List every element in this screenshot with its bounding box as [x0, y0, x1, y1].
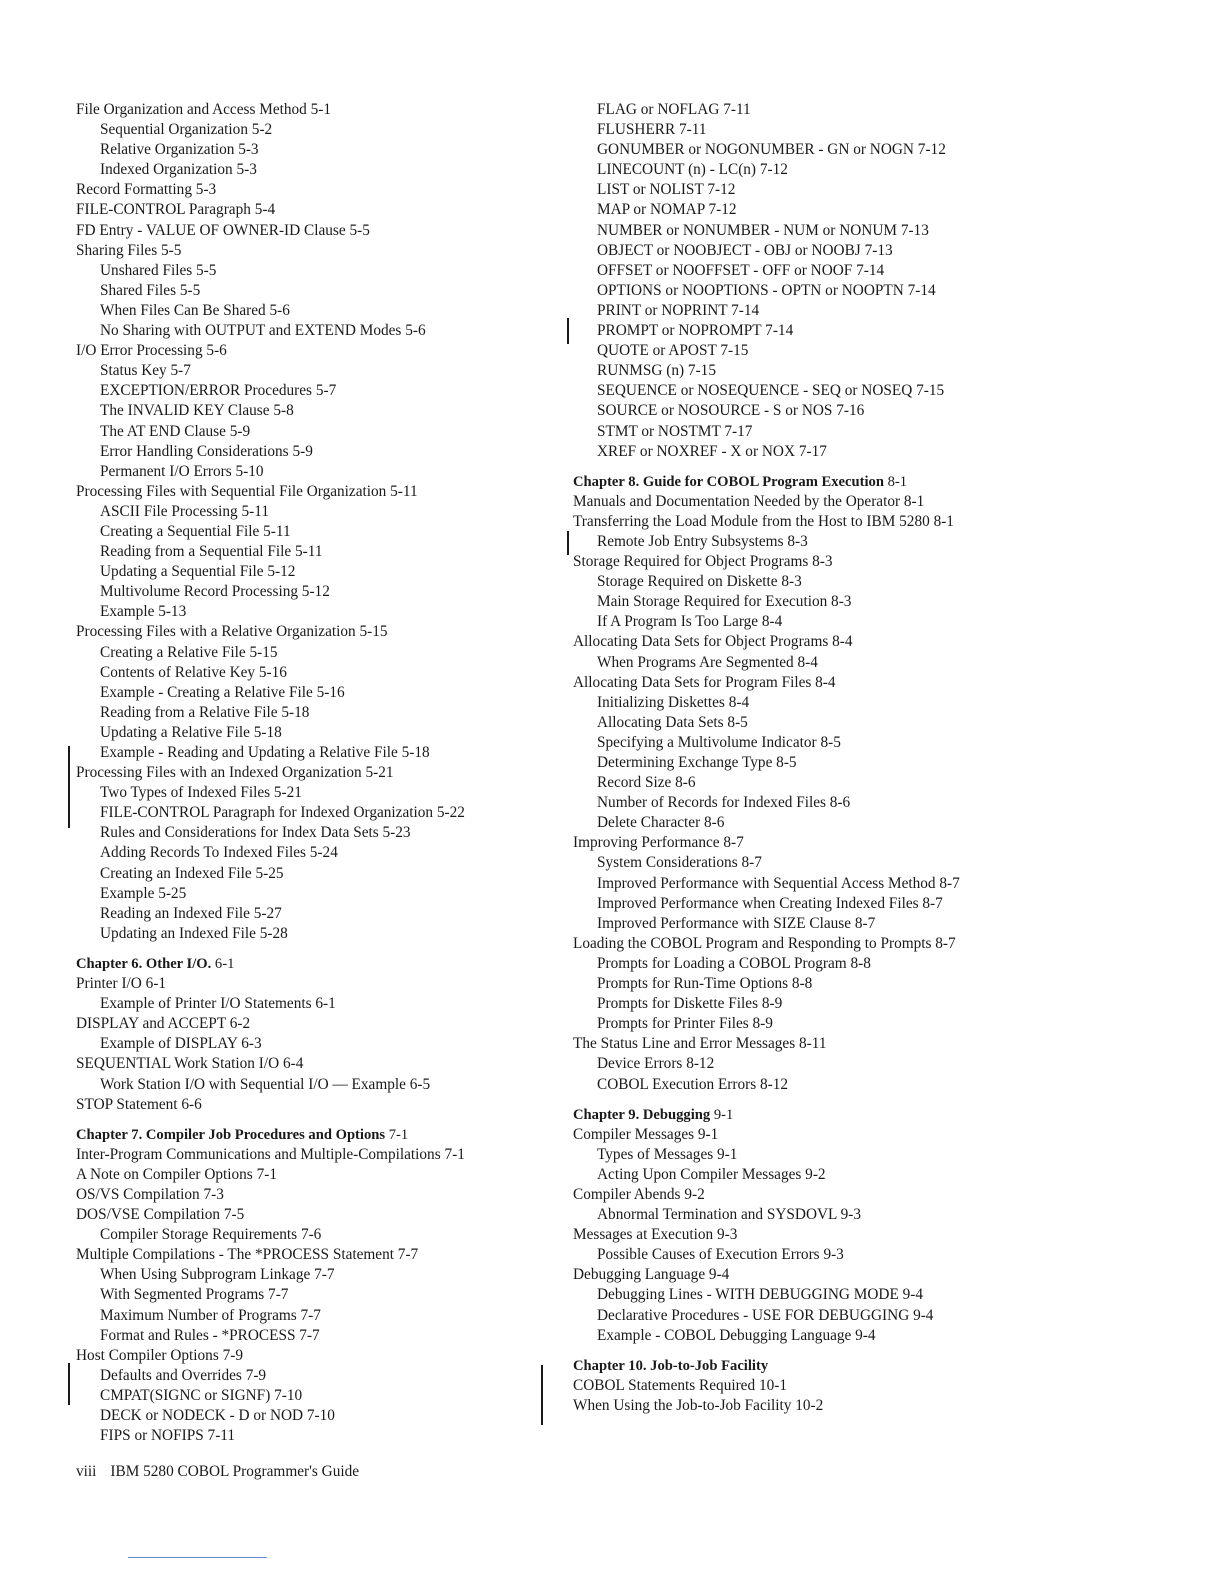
toc-subentry[interactable]: Updating a Sequential File 5-12 — [100, 563, 296, 581]
toc-subentry[interactable]: Improved Performance with Sequential Access Method 8-7 — [597, 874, 960, 892]
toc-entry[interactable]: Inter-Program Communications and Multiple-Compilations 7-1 — [76, 1145, 465, 1163]
toc-subentry[interactable]: Declarative Procedures - USE FOR DEBUGGING 9-4 — [597, 1306, 934, 1324]
toc-subentry[interactable]: Specifying a Multivolume Indicator 8-5 — [597, 733, 841, 751]
toc-subentry[interactable]: Adding Records To Indexed Files 5-24 — [100, 844, 338, 862]
toc-subentry[interactable]: LIST or NOLIST 7-12 — [597, 181, 736, 199]
chapter-heading — [573, 472, 1213, 492]
toc-entry[interactable]: Host Compiler Options 7-9 — [76, 1346, 243, 1364]
toc-entry[interactable]: Compiler Abends 9-2 — [573, 1185, 705, 1203]
toc-subentry[interactable]: ASCII File Processing 5-11 — [100, 502, 269, 520]
toc-subentry[interactable]: Error Handling Considerations 5-9 — [100, 442, 313, 460]
toc-subentry[interactable]: Example - Reading and Updating a Relative File 5-18 — [100, 744, 430, 761]
footer-title: IBM 5280 COBOL Programmer's Guide — [110, 1463, 360, 1480]
toc-entry[interactable]: Multiple Compilations - The *PROCESS Statement 7-7 — [76, 1246, 419, 1264]
toc-subentry[interactable]: Allocating Data Sets 8-5 — [597, 713, 748, 731]
toc-subentry[interactable]: XREF or NOXREF - X or NOX 7-17 — [597, 442, 827, 460]
toc-subentry[interactable]: Updating an Indexed File 5-28 — [100, 924, 288, 942]
toc-subentry[interactable]: Example of Printer I/O Statements 6-1 — [100, 995, 336, 1013]
toc-subentry[interactable]: Defaults and Overrides 7-9 — [100, 1366, 267, 1384]
toc-entry[interactable]: Improving Performance 8-7 — [573, 834, 744, 852]
toc-subentry[interactable]: Prompts for Loading a COBOL Program 8-8 — [597, 954, 871, 972]
toc-subentry[interactable]: FIPS or NOFIPS 7-11 — [100, 1427, 236, 1445]
toc-entry[interactable]: Allocating Data Sets for Program Files 8-4 — [573, 673, 836, 691]
toc-entry[interactable]: Messages at Execution 9-3 — [573, 1226, 738, 1244]
toc-subentry[interactable]: Multivolume Record Processing 5-12 — [100, 583, 330, 601]
toc-subentry[interactable]: QUOTE or APOST 7-15 — [597, 342, 749, 360]
revision-bar — [541, 1365, 543, 1425]
toc-entry[interactable]: Sharing Files 5-5 — [76, 241, 182, 259]
toc-subentry[interactable]: OBJECT or NOOBJECT - OBJ or NOOBJ 7-13 — [597, 241, 893, 259]
toc-subentry[interactable]: Initializing Diskettes 8-4 — [597, 693, 750, 711]
toc-entry[interactable]: Processing Files with an Indexed Organization 5-21 — [76, 764, 394, 782]
section-gap — [76, 1115, 576, 1125]
chapter-heading — [76, 954, 576, 974]
toc-entry[interactable]: Storage Required for Object Programs 8-3 — [573, 553, 833, 571]
toc-subentry[interactable]: Creating a Sequential File 5-11 — [100, 522, 291, 540]
toc-subentry[interactable]: Work Station I/O with Sequential I/O — Example 6-5 — [100, 1075, 431, 1093]
toc-subentry[interactable]: Reading from a Sequential File 5-11 — [100, 543, 323, 561]
toc-subentry[interactable]: Creating an Indexed File 5-25 — [100, 864, 284, 882]
revision-bar — [567, 318, 569, 344]
chapter-page: 8-1 — [887, 473, 908, 490]
toc-entry[interactable]: File Organization and Access Method 5-1 — [76, 101, 332, 118]
chapter-heading — [76, 1125, 576, 1145]
toc-subentry[interactable]: Example 5-25 — [100, 884, 187, 902]
toc-entry[interactable]: FILE-CONTROL Paragraph 5-4 — [76, 201, 276, 219]
toc-subentry[interactable]: STMT or NOSTMT 7-17 — [597, 422, 753, 440]
revision-bar — [68, 1363, 70, 1405]
toc-subentry[interactable]: With Segmented Programs 7-7 — [100, 1286, 289, 1304]
toc-subentry[interactable]: Creating a Relative File 5-15 — [100, 643, 278, 661]
section-gap — [573, 462, 1213, 472]
toc-subentry[interactable]: Main Storage Required for Execution 8-3 — [597, 593, 852, 611]
toc-subentry[interactable]: FLAG or NOFLAG 7-11 — [597, 101, 751, 118]
toc-entry[interactable]: DISPLAY and ACCEPT 6-2 — [76, 1015, 251, 1033]
chapter-page: 7-1 — [388, 1126, 409, 1143]
toc-subentry[interactable]: Debugging Lines - WITH DEBUGGING MODE 9-4 — [597, 1286, 923, 1304]
toc-subentry[interactable]: Permanent I/O Errors 5-10 — [100, 462, 264, 480]
toc-subentry[interactable]: Record Size 8-6 — [597, 774, 696, 792]
toc-entry[interactable]: When Using the Job-to-Job Facility 10-2 — [573, 1396, 824, 1414]
toc-entry[interactable]: Processing Files with Sequential File Organization 5-11 — [76, 482, 418, 500]
chapter-heading — [573, 1105, 1213, 1125]
toc-subentry[interactable]: COBOL Execution Errors 8-12 — [597, 1075, 789, 1093]
section-gap — [573, 1346, 1213, 1356]
toc-subentry[interactable]: Rules and Considerations for Index Data Sets 5-23 — [100, 824, 411, 842]
page-footer — [76, 1463, 359, 1481]
toc-subentry[interactable]: Contents of Relative Key 5-16 — [100, 663, 287, 681]
toc-entry[interactable]: I/O Error Processing 5-6 — [76, 342, 227, 360]
toc-subentry[interactable]: Updating a Relative File 5-18 — [100, 723, 282, 741]
toc-entry[interactable]: The Status Line and Error Messages 8-11 — [573, 1035, 827, 1053]
toc-subentry[interactable]: SEQUENCE or NOSEQUENCE - SEQ or NOSEQ 7-15 — [597, 382, 945, 400]
toc-subentry[interactable]: Example of DISPLAY 6-3 — [100, 1035, 262, 1053]
toc-subentry[interactable]: EXCEPTION/ERROR Procedures 5-7 — [100, 382, 337, 400]
footer-page-number: viii — [76, 1463, 97, 1480]
toc-subentry[interactable]: Unshared Files 5-5 — [100, 261, 217, 279]
toc-subentry[interactable]: PRINT or NOPRINT 7-14 — [597, 301, 760, 319]
chapter-heading — [573, 1356, 1213, 1376]
toc-entry[interactable]: Loading the COBOL Program and Responding to Prompts 8-7 — [573, 934, 956, 952]
toc-subentry[interactable]: LINECOUNT (n) - LC(n) 7-12 — [597, 161, 788, 179]
toc-subentry[interactable]: Types of Messages 9-1 — [597, 1145, 738, 1163]
toc-entry[interactable]: STOP Statement 6-6 — [76, 1095, 202, 1113]
revision-bar — [567, 531, 569, 555]
toc-subentry[interactable]: GONUMBER or NOGONUMBER - GN or NOGN 7-12 — [597, 141, 946, 159]
toc-entry[interactable]: Processing Files with a Relative Organization 5-15 — [76, 623, 388, 641]
chapter-page: 9-1 — [713, 1106, 734, 1123]
toc-subentry[interactable]: Reading from a Relative File 5-18 — [100, 703, 310, 721]
toc-subentry[interactable]: FLUSHERR 7-11 — [597, 121, 707, 139]
toc-subentry[interactable]: Example - COBOL Debugging Language 9-4 — [597, 1326, 876, 1344]
toc-entry[interactable]: Record Formatting 5-3 — [76, 181, 217, 199]
toc-subentry[interactable]: Number of Records for Indexed Files 8-6 — [597, 794, 851, 812]
toc-subentry[interactable]: When Programs Are Segmented 8-4 — [597, 653, 818, 671]
toc-subentry[interactable]: Indexed Organization 5-3 — [100, 161, 257, 179]
toc-subentry[interactable]: Device Errors 8-12 — [597, 1055, 715, 1073]
toc-subentry[interactable]: FILE-CONTROL Paragraph for Indexed Organization 5-22 — [100, 804, 465, 822]
toc-entry[interactable]: Allocating Data Sets for Object Programs 8-4 — [573, 633, 853, 651]
toc-subentry[interactable]: Prompts for Run-Time Options 8-8 — [597, 975, 813, 993]
toc-subentry[interactable]: No Sharing with OUTPUT and EXTEND Modes 5-6 — [100, 322, 426, 340]
toc-entry[interactable]: COBOL Statements Required 10-1 — [573, 1376, 787, 1394]
chapter-title: Chapter 9. Debugging — [573, 1106, 711, 1123]
toc-entry[interactable]: Debugging Language 9-4 — [573, 1266, 730, 1284]
toc-subentry[interactable]: Remote Job Entry Subsystems 8-3 — [597, 532, 808, 550]
toc-subentry[interactable]: When Files Can Be Shared 5-6 — [100, 301, 290, 319]
toc-subentry[interactable]: RUNMSG (n) 7-15 — [597, 362, 716, 380]
toc-entry[interactable]: OS/VS Compilation 7-3 — [76, 1185, 224, 1203]
toc-entry[interactable]: Manuals and Documentation Needed by the Operator 8-1 — [573, 492, 925, 510]
revision-bar — [68, 746, 70, 828]
toc-entry[interactable]: Printer I/O 6-1 — [76, 975, 167, 993]
toc-subentry[interactable]: Compiler Storage Requirements 7-6 — [100, 1226, 322, 1244]
toc-entry[interactable]: FD Entry - VALUE OF OWNER-ID Clause 5-5 — [76, 221, 370, 239]
chapter-page: 6-1 — [214, 955, 235, 972]
toc-subentry[interactable]: Storage Required on Diskette 8-3 — [597, 573, 802, 591]
toc-subentry[interactable]: Possible Causes of Execution Errors 9-3 — [597, 1246, 844, 1264]
section-gap — [573, 1095, 1213, 1105]
chapter-title: Chapter 8. Guide for COBOL Program Execution — [573, 473, 884, 490]
toc-subentry[interactable]: CMPAT(SIGNC or SIGNF) 7-10 — [100, 1386, 303, 1404]
toc-subentry[interactable]: DECK or NODECK - D or NOD 7-10 — [100, 1407, 335, 1424]
toc-subentry[interactable]: Determining Exchange Type 8-5 — [597, 754, 797, 771]
toc-subentry[interactable]: PROMPT or NOPROMPT 7-14 — [597, 322, 794, 340]
toc-subentry[interactable]: Relative Organization 5-3 — [100, 141, 259, 159]
toc-subentry[interactable]: Status Key 5-7 — [100, 362, 191, 380]
toc-subentry[interactable]: Acting Upon Compiler Messages 9-2 — [597, 1165, 826, 1183]
toc-subentry[interactable]: NUMBER or NONUMBER - NUM or NONUM 7-13 — [597, 221, 929, 239]
toc-subentry[interactable]: Reading an Indexed File 5-27 — [100, 904, 282, 922]
toc-entry[interactable]: DOS/VSE Compilation 7-5 — [76, 1206, 245, 1224]
toc-subentry[interactable]: MAP or NOMAP 7-12 — [597, 201, 737, 219]
toc-subentry[interactable]: Two Types of Indexed Files 5-21 — [100, 784, 302, 802]
toc-subentry[interactable]: Improved Performance when Creating Indexed Files 8-7 — [597, 894, 943, 912]
section-gap — [76, 944, 576, 954]
footer-rule — [128, 1557, 267, 1558]
toc-subentry[interactable]: Maximum Number of Programs 7-7 — [100, 1306, 321, 1324]
toc-entry[interactable]: Compiler Messages 9-1 — [573, 1125, 719, 1143]
toc-right-column — [573, 100, 1213, 1416]
chapter-title: Chapter 10. Job-to-Job Facility — [573, 1357, 769, 1374]
toc-subentry[interactable]: OFFSET or NOOFFSET - OFF or NOOF 7-14 — [597, 261, 885, 279]
toc-subentry[interactable]: Improved Performance with SIZE Clause 8-7 — [597, 914, 876, 932]
toc-subentry[interactable]: Example - Creating a Relative File 5-16 — [100, 683, 345, 701]
toc-subentry[interactable]: Delete Character 8-6 — [597, 814, 725, 832]
toc-subentry[interactable]: Abnormal Termination and SYSDOVL 9-3 — [597, 1206, 862, 1224]
toc-entry[interactable]: SEQUENTIAL Work Station I/O 6-4 — [76, 1055, 304, 1073]
toc-subentry[interactable]: Sequential Organization 5-2 — [100, 121, 273, 139]
toc-subentry[interactable]: The INVALID KEY Clause 5-8 — [100, 402, 294, 420]
chapter-title: Chapter 7. Compiler Job Procedures and Options — [76, 1126, 386, 1143]
toc-subentry[interactable]: Prompts for Printer Files 8-9 — [597, 1015, 773, 1033]
toc-subentry[interactable]: If A Program Is Too Large 8-4 — [597, 613, 783, 631]
toc-subentry[interactable]: Format and Rules - *PROCESS 7-7 — [100, 1326, 320, 1344]
toc-subentry[interactable]: The AT END Clause 5-9 — [100, 422, 251, 440]
toc-entry[interactable]: A Note on Compiler Options 7-1 — [76, 1165, 277, 1183]
toc-subentry[interactable]: System Considerations 8-7 — [597, 854, 762, 872]
toc-subentry[interactable]: Example 5-13 — [100, 603, 187, 621]
chapter-title: Chapter 6. Other I/O. — [76, 955, 212, 972]
toc-subentry[interactable]: When Using Subprogram Linkage 7-7 — [100, 1266, 335, 1284]
toc-subentry[interactable]: OPTIONS or NOOPTIONS - OPTN or NOOPTN 7-14 — [597, 281, 936, 299]
toc-left-column — [76, 100, 576, 1446]
toc-subentry[interactable]: Prompts for Diskette Files 8-9 — [597, 995, 783, 1013]
toc-entry[interactable]: Transferring the Load Module from the Host to IBM 5280 8-1 — [573, 512, 954, 530]
toc-subentry[interactable]: Shared Files 5-5 — [100, 281, 201, 299]
toc-subentry[interactable]: SOURCE or NOSOURCE - S or NOS 7-16 — [597, 402, 865, 420]
